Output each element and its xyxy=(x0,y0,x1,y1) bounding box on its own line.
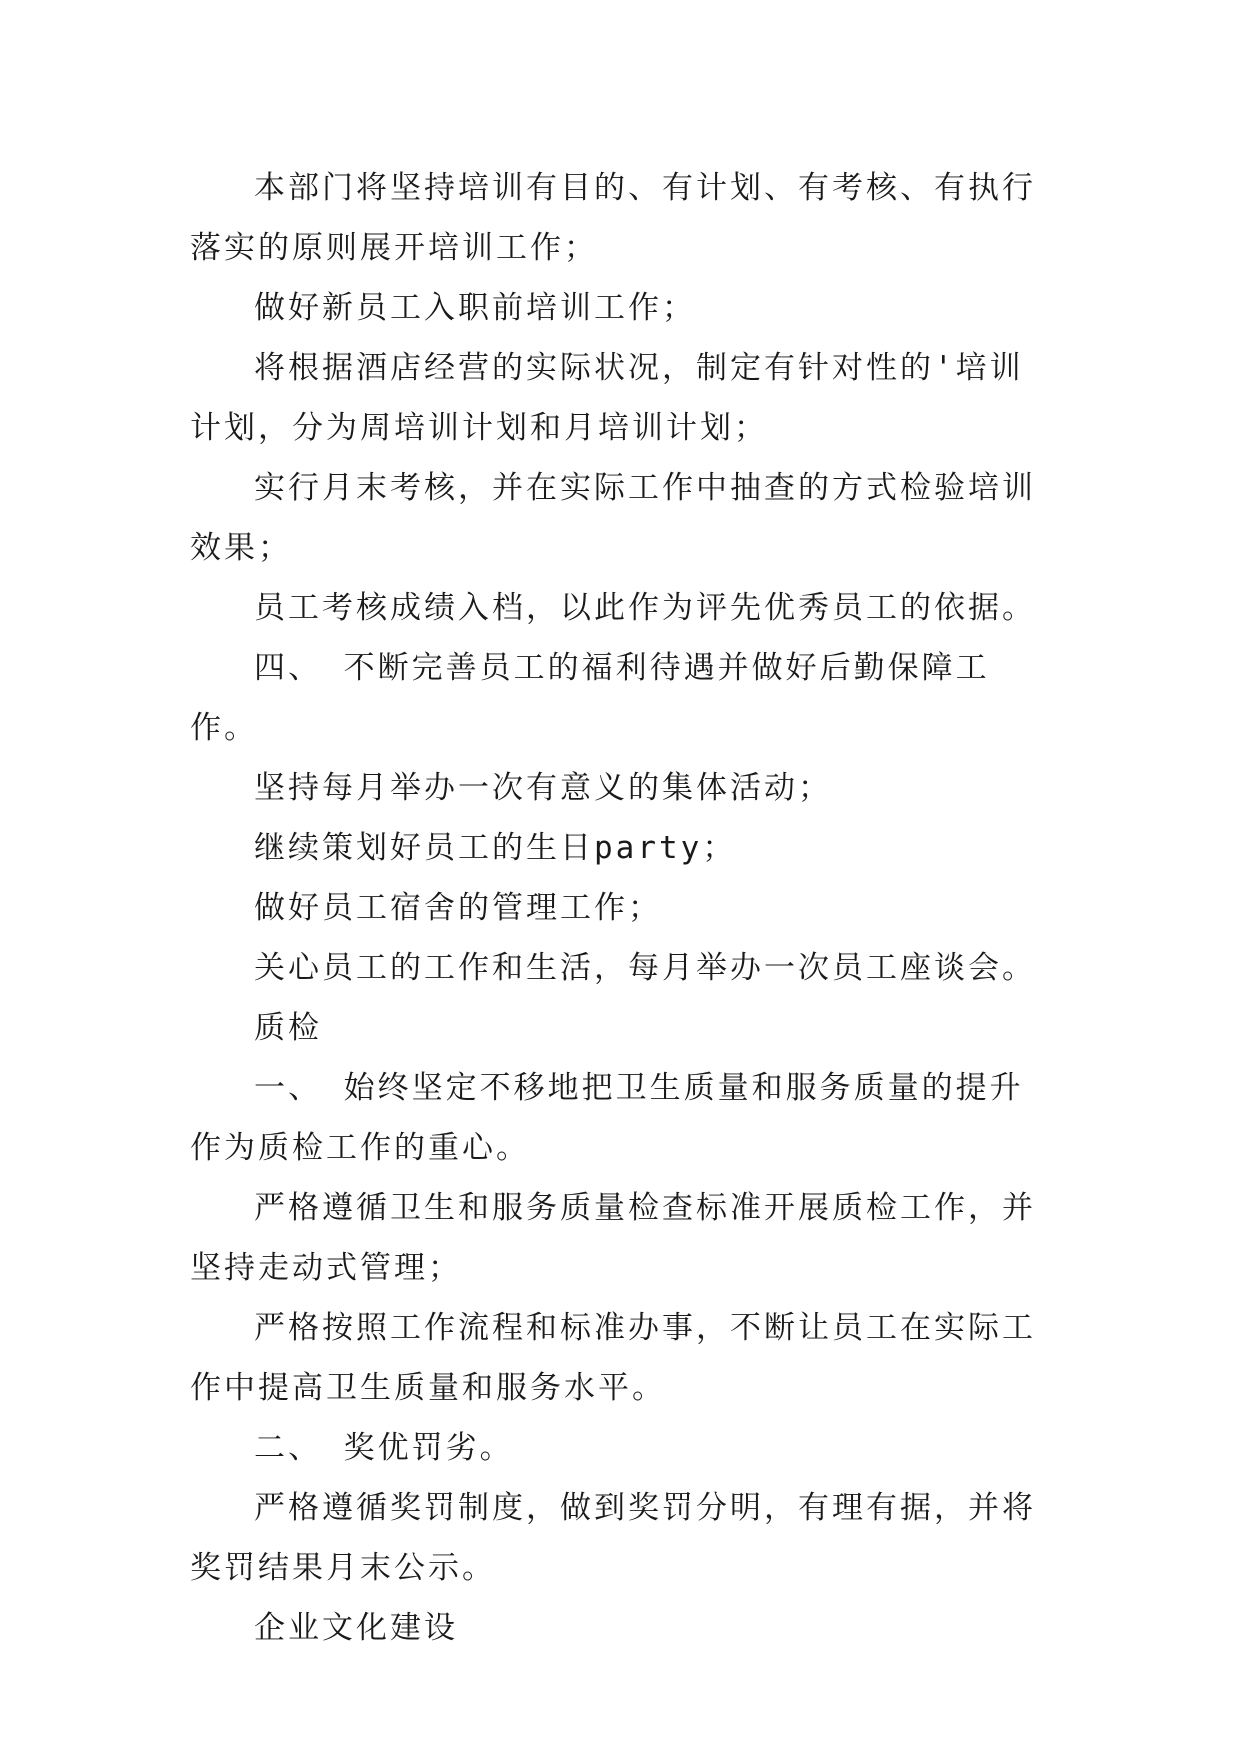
section-heading-corporate-culture: 企业文化建设 xyxy=(254,1610,458,1646)
heading-quality-focus: 一、 始终坚定不移地把卫生质量和服务质量的提升作为质检工作的重心。 xyxy=(190,1070,1024,1166)
paragraph-staff-care: 关心员工的工作和生活，每月举办一次员工座谈会。 xyxy=(254,950,1036,986)
paragraph-new-staff-training: 做好新员工入职前培训工作； xyxy=(254,290,696,326)
paragraph-assessment-records: 员工考核成绩入档，以此作为评先优秀员工的依据。 xyxy=(254,590,1036,626)
paragraph-training-principle: 本部门将坚持培训有目的、有计划、有考核、有执行落实的原则展开培训工作； xyxy=(190,170,1036,266)
paragraph-monthly-assessment: 实行月末考核，并在实际工作中抽查的方式检验培训效果； xyxy=(190,470,1036,566)
paragraph-training-plan: 将根据酒店经营的实际状况，制定有针对性的'培训计划，分为周培训计划和月培训计划； xyxy=(190,350,1024,446)
section-heading-quality-check: 质检 xyxy=(254,1010,322,1046)
paragraph-reward-system: 严格遵循奖罚制度，做到奖罚分明，有理有据，并将奖罚结果月末公示。 xyxy=(190,1490,1036,1586)
paragraph-dormitory: 做好员工宿舍的管理工作； xyxy=(254,890,662,926)
document-body xyxy=(190,158,1050,1658)
paragraph-monthly-activity: 坚持每月举办一次有意义的集体活动； xyxy=(254,770,832,806)
heading-rewards-penalties: 二、 奖优罚劣。 xyxy=(254,1430,514,1466)
paragraph-birthday-party: 继续策划好员工的生日party； xyxy=(254,830,737,866)
paragraph-work-process: 严格按照工作流程和标准办事，不断让员工在实际工作中提高卫生质量和服务水平。 xyxy=(190,1310,1036,1406)
paragraph-inspection-standards: 严格遵循卫生和服务质量检查标准开展质检工作，并坚持走动式管理； xyxy=(190,1190,1036,1286)
heading-welfare: 四、 不断完善员工的福利待遇并做好后勤保障工作。 xyxy=(190,650,990,746)
